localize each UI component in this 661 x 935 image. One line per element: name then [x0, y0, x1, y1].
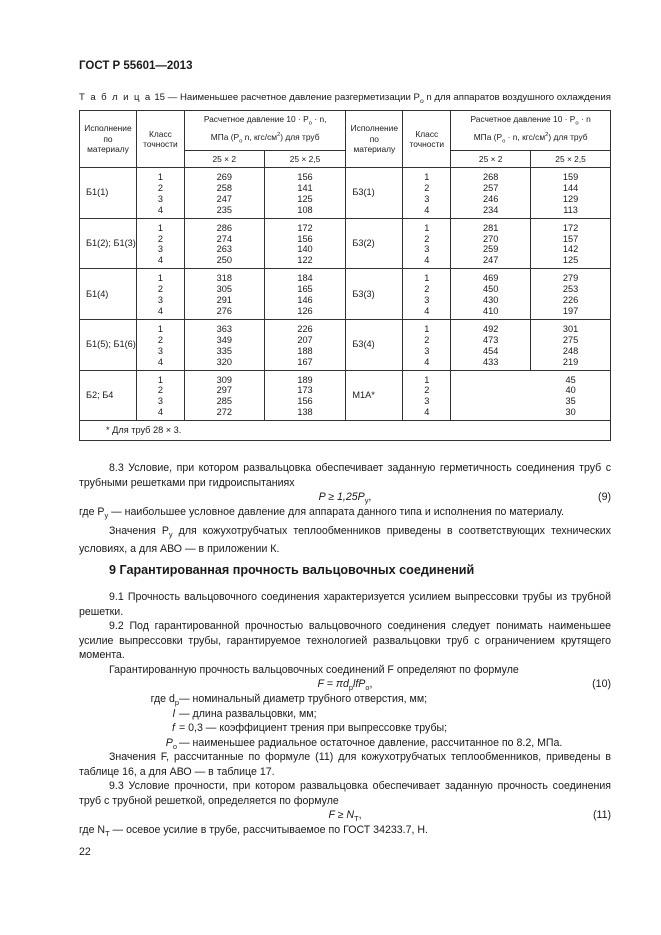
- material-cell: Б2; Б4: [80, 370, 137, 421]
- value: 2: [424, 182, 430, 193]
- material-cell: Б3(3): [346, 269, 403, 320]
- paragraph-9-2: 9.2 Под гарантированной прочностью вальцовочного соединения следует понимать наименьшее усилие выпрессовки трубы, гарантируемое технологией развальцовки труб с ограничением крутящего момента.: [79, 620, 611, 661]
- table-row: [80, 319, 611, 370]
- value: 247: [216, 193, 232, 204]
- material-cell: Б3(4): [346, 319, 403, 370]
- value: 269: [216, 172, 232, 182]
- value: 301: [562, 323, 579, 334]
- formula-10-number: (10): [592, 678, 611, 690]
- value: 40: [565, 385, 576, 396]
- value: 108: [297, 204, 313, 215]
- value-cell: [184, 319, 264, 370]
- hp-l1-sub: о: [308, 121, 312, 128]
- formula-9-number: (9): [598, 491, 611, 503]
- value-cell: [136, 269, 184, 320]
- value: 270: [483, 233, 499, 244]
- value: 469: [483, 273, 499, 284]
- value: 363: [216, 323, 232, 334]
- pressure-table: [79, 110, 611, 441]
- value: 247: [483, 255, 499, 266]
- table-row: [80, 370, 611, 421]
- value: 275: [562, 334, 579, 345]
- f10-sub2: o: [365, 683, 370, 693]
- value: 2: [424, 284, 430, 295]
- table-row: [80, 269, 611, 320]
- value: 3: [424, 295, 430, 306]
- hp-l2-sup: 2: [277, 131, 281, 138]
- value: 197: [562, 305, 579, 316]
- hpr-l2-sup: 2: [545, 131, 549, 138]
- leg1-sub: p: [174, 698, 179, 708]
- value: 167: [297, 356, 313, 367]
- header-pressure-left: [184, 111, 345, 151]
- paragraph-8-3: 8.3 Условие, при котором развальцовка обеспечивает заданную герметичность соединения труб с трубными решетками при гидроиспытаниях: [79, 462, 611, 489]
- legend-l-sym: [173, 707, 175, 722]
- value: 4: [157, 255, 163, 266]
- value: 172: [562, 222, 579, 233]
- formula-10: [79, 677, 611, 692]
- value: 156: [297, 233, 313, 244]
- value-cell: [264, 269, 346, 320]
- value: 146: [297, 295, 313, 306]
- value: 45: [565, 374, 576, 385]
- f11-end: ,: [358, 809, 362, 821]
- value: 492: [483, 323, 499, 334]
- value-cell: [531, 319, 611, 370]
- f11-a: F ≥ N: [328, 809, 355, 821]
- value: 4: [157, 356, 163, 367]
- f10-end: ,: [369, 678, 373, 690]
- pv-b: для кожухотрубчатых теплообменников приведены в соответствующих технических условиях, а для АВО — в приложении К.: [79, 524, 611, 556]
- formula-9: [79, 490, 611, 505]
- value: 279: [562, 273, 579, 284]
- value: 318: [216, 273, 232, 284]
- header-class-right: Класс точности: [403, 111, 451, 168]
- value: 4: [424, 204, 430, 215]
- value: 1: [424, 222, 430, 233]
- value: 226: [297, 323, 313, 334]
- value: 268: [483, 172, 499, 182]
- value: 188: [297, 345, 313, 356]
- value: 410: [483, 305, 499, 316]
- value: 263: [216, 244, 232, 255]
- table-body: [80, 168, 611, 441]
- value: 276: [216, 305, 232, 316]
- f10-b: lfP: [353, 678, 366, 690]
- value: 253: [562, 284, 579, 295]
- value: 157: [562, 233, 579, 244]
- value: 141: [297, 182, 313, 193]
- hp-l2b: n, кгс/см: [244, 131, 278, 142]
- table-row: [80, 218, 611, 269]
- value: 138: [297, 407, 313, 418]
- value: 1: [157, 323, 163, 334]
- value-cell: [136, 319, 184, 370]
- f9-end: ,: [368, 491, 372, 503]
- material-cell: М1А*: [346, 370, 403, 421]
- value: 4: [424, 407, 430, 418]
- value: 450: [483, 284, 499, 295]
- value: 454: [483, 345, 499, 356]
- hpr-l1-sub: о: [575, 121, 579, 128]
- legend-po-desc: — наименьшее радиальное остаточное давление, рассчитанное по 8.2, МПа.: [179, 736, 563, 749]
- value: 433: [483, 356, 499, 367]
- document-header: ГОСТ Р 55601—2013: [79, 60, 193, 72]
- material-cell: Б3(2): [346, 218, 403, 269]
- value: 246: [483, 193, 499, 204]
- hpr-l1-end: · n: [580, 114, 591, 125]
- legend-po-sym: [166, 736, 177, 755]
- value: 250: [216, 255, 232, 266]
- pv-sub: y: [168, 529, 173, 539]
- page-number: 22: [79, 846, 91, 858]
- value-cell: [403, 269, 451, 320]
- size-b-right: 25 × 2,5: [531, 151, 611, 168]
- value: 297: [216, 385, 232, 396]
- value-cell: [451, 218, 531, 269]
- value: 207: [297, 334, 313, 345]
- value: 226: [562, 295, 579, 306]
- caption-sub: о: [419, 97, 424, 105]
- value-cell: [136, 370, 184, 421]
- value: 2: [157, 334, 163, 345]
- pv-a: Значения P: [109, 524, 169, 537]
- value: 4: [424, 255, 430, 266]
- value: 2: [157, 284, 163, 295]
- value: 4: [157, 204, 163, 215]
- caption-end: n для аппаратов воздушного охлаждения: [426, 92, 611, 103]
- value: 473: [483, 334, 499, 345]
- value-cell: [264, 370, 346, 421]
- value: 1: [157, 172, 163, 182]
- leg3-sym: f: [172, 722, 175, 734]
- leg1-sym: где d: [150, 693, 175, 705]
- formula-11-expr: [79, 808, 611, 827]
- value-cell: [531, 218, 611, 269]
- header-material-left: Исполнение по материалу: [80, 111, 137, 168]
- paragraph-9-1: 9.1 Прочность вальцовочного соединения характеризуется усилием выпрессовки трубы из трубной решетки.: [79, 591, 611, 618]
- value: 1: [424, 273, 430, 284]
- value: 184: [297, 273, 313, 284]
- footnote-row: [80, 421, 611, 441]
- value: 113: [563, 204, 578, 215]
- size-b-left: 25 × 2,5: [264, 151, 346, 168]
- legend-f-desc: = 0,3 — коэффициент трения при выпрессовке трубы;: [179, 722, 448, 734]
- value-cell: [451, 269, 531, 320]
- where-nt-b: — осевое усилие в трубе, рассчитываемое по ГОСТ 34233.7, Н.: [109, 824, 428, 836]
- value-cell: [264, 218, 346, 269]
- value: 140: [297, 244, 313, 255]
- hp-l2c: ) для труб: [280, 131, 320, 142]
- legend-po: [79, 736, 611, 751]
- value-cell: [264, 319, 346, 370]
- legend-l: [79, 707, 611, 722]
- value: 4: [157, 407, 163, 418]
- value: 349: [216, 334, 232, 345]
- value: 257: [483, 182, 499, 193]
- value: 3: [424, 396, 430, 407]
- value: 219: [562, 356, 579, 367]
- value: 3: [157, 396, 163, 407]
- value-cell: [403, 218, 451, 269]
- value: 3: [157, 295, 163, 306]
- leg4-sub: o: [172, 741, 177, 751]
- material-cell: Б1(2); Б1(3): [80, 218, 137, 269]
- section-9-title: 9 Гарантированная прочность вальцовочных соединений: [109, 563, 475, 577]
- value: 2: [424, 385, 430, 396]
- value: 234: [483, 204, 499, 215]
- value: 189: [297, 374, 313, 385]
- value: 156: [297, 172, 313, 182]
- header-class-left: Класс точности: [136, 111, 184, 168]
- hpr-l1: Расчетное давление 10 · P: [470, 114, 576, 125]
- value: 4: [157, 305, 163, 316]
- table-footnote: * Для труб 28 × 3.: [80, 421, 611, 441]
- where-py-sub: y: [104, 511, 109, 521]
- section-9-body: [79, 590, 611, 842]
- legend-l-desc: — длина развальцовки, мм;: [179, 707, 317, 720]
- f9-sub: y: [364, 496, 369, 506]
- value: 1: [424, 323, 430, 334]
- value: 3: [424, 244, 430, 255]
- value-cell: [136, 168, 184, 219]
- header-material-right: Исполнение по материалу: [346, 111, 403, 168]
- table-header-row: [80, 111, 611, 151]
- size-a-left: 25 × 2: [184, 151, 264, 168]
- value: 291: [216, 295, 232, 306]
- value: 156: [297, 396, 313, 407]
- value: 125: [297, 193, 313, 204]
- hpr-l2a: МПа (P: [473, 131, 503, 142]
- where-py-b: — наибольшее условное давление для аппарата данного типа и исполнения по материалу.: [108, 506, 564, 518]
- value-cell: [403, 370, 451, 421]
- value: 129: [562, 193, 579, 204]
- header-pressure-right: [451, 111, 611, 151]
- value: 281: [483, 222, 499, 233]
- value: 125: [562, 255, 579, 266]
- value: 173: [297, 385, 313, 396]
- value: 3: [424, 193, 430, 204]
- where-py-a: где P: [79, 506, 105, 518]
- hp-l1-end: · n,: [314, 114, 327, 125]
- value: 320: [216, 356, 232, 367]
- value: 3: [157, 345, 163, 356]
- value: 1: [424, 374, 430, 385]
- table-caption: [79, 92, 611, 105]
- size-a-right: 25 × 2: [451, 151, 531, 168]
- where-nt-sub: T: [105, 829, 110, 839]
- material-cell: Б1(5); Б1(6): [80, 319, 137, 370]
- value: 285: [216, 396, 232, 407]
- value: 159: [562, 172, 579, 182]
- value: 272: [216, 407, 232, 418]
- formula-11: [79, 808, 611, 823]
- merged-value-cell: [451, 370, 611, 421]
- material-cell: Б1(4): [80, 269, 137, 320]
- formula-9-expr: [79, 490, 611, 509]
- value: 235: [216, 204, 232, 215]
- value: 1: [424, 172, 430, 182]
- value: 4: [424, 305, 430, 316]
- value: 3: [424, 345, 430, 356]
- where-nt-a: где N: [79, 824, 106, 836]
- value: 430: [483, 295, 499, 306]
- value: 35: [565, 396, 576, 407]
- caption-prefix: Т а б л и ц а: [79, 92, 152, 103]
- formula-11-number: (11): [592, 809, 611, 821]
- value-cell: [403, 168, 451, 219]
- value-cell: [184, 168, 264, 219]
- value-cell: [451, 168, 531, 219]
- material-cell: Б3(1): [346, 168, 403, 219]
- legend-dp-desc: — номинальный диаметр трубного отверстия, мм;: [179, 693, 428, 705]
- value-cell: [531, 269, 611, 320]
- legend-f-sym: [172, 721, 175, 736]
- value: 1: [157, 222, 163, 233]
- value-cell: [184, 269, 264, 320]
- value: 2: [157, 233, 163, 244]
- value: 122: [297, 255, 313, 266]
- leg2-sym: l: [172, 707, 175, 720]
- paragraph-9-3: 9.3 Условие прочности, при котором развальцовка обеспечивает заданную прочность соединения труб с трубной решеткой, определяется по формуле: [79, 780, 611, 807]
- value: 274: [216, 233, 232, 244]
- material-cell: Б1(1): [80, 168, 137, 219]
- value: 258: [216, 182, 232, 193]
- value: 165: [297, 284, 313, 295]
- value-cell: [451, 319, 531, 370]
- value: 1: [157, 374, 163, 385]
- value: 2: [157, 385, 163, 396]
- hpr-l2b: · n, кгс/см: [507, 131, 546, 142]
- value: 335: [216, 345, 232, 356]
- value-cell: [264, 168, 346, 219]
- value-cell: [184, 370, 264, 421]
- value: 248: [562, 345, 579, 356]
- table-row: [80, 168, 611, 219]
- value-cell: [531, 168, 611, 219]
- value: 2: [157, 182, 163, 193]
- value-cell: [403, 319, 451, 370]
- caption-text: 15 — Наименьшее расчетное давление разгерметизации P: [154, 92, 420, 103]
- value: 30: [565, 407, 576, 418]
- section-8-3: [79, 461, 611, 557]
- value: 126: [297, 305, 313, 316]
- f10-a: F = πd: [317, 678, 349, 690]
- legend-dp: [79, 692, 611, 707]
- hp-l2a: МПа (P: [210, 131, 240, 142]
- value: 309: [216, 374, 232, 385]
- paragraph-guaranteed: Гарантированную прочность вальцовочных соединений F определяют по формуле: [109, 663, 519, 676]
- value: 2: [424, 233, 430, 244]
- value: 305: [216, 284, 232, 295]
- value: 144: [562, 182, 579, 193]
- value: 3: [157, 193, 163, 204]
- value: 286: [216, 222, 232, 233]
- leg4-sym: P: [165, 736, 173, 749]
- legend-f: [79, 721, 611, 736]
- value: 3: [157, 244, 163, 255]
- f10-sub1: p: [348, 683, 353, 693]
- f9-a: P ≥ 1,25P: [318, 491, 365, 503]
- py-values-paragraph: [79, 524, 611, 557]
- value-cell: [184, 218, 264, 269]
- value: 259: [483, 244, 499, 255]
- f11-sub: T: [354, 814, 359, 824]
- paragraph-f-values: Значения F, рассчитанные по формуле (11) для кожухотрубчатых теплообменников, приведены в таблице 16, а для АВО — в таблице 17.: [79, 751, 611, 778]
- value: 142: [562, 244, 579, 255]
- value: 172: [297, 222, 313, 233]
- value: 1: [157, 273, 163, 284]
- value: 4: [424, 356, 430, 367]
- value-cell: [136, 218, 184, 269]
- hp-l1: Расчетное давление 10 · P: [203, 114, 309, 125]
- hpr-l2-sub: о: [502, 138, 506, 145]
- hp-l2-sub: о: [239, 138, 243, 145]
- hpr-l2c: ) для труб: [548, 131, 588, 142]
- value: 2: [424, 334, 430, 345]
